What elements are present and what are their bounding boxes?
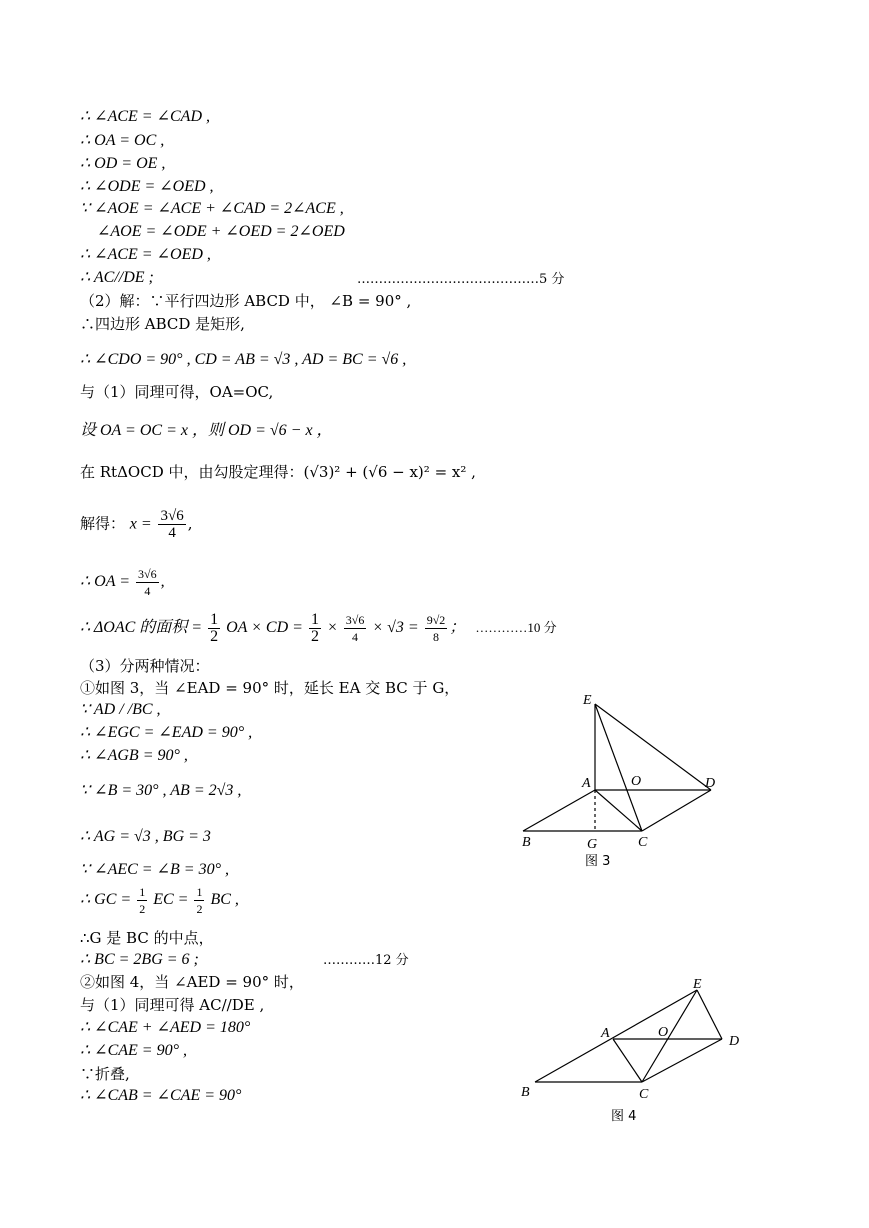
- proof-line-3: ∴ OD = OE ,: [80, 155, 166, 172]
- fig4-edge-cd: [642, 1039, 722, 1082]
- oa-times-cd: OA × CD =: [226, 619, 303, 637]
- proof-line-2: ∴ OA = OC ,: [80, 132, 165, 149]
- fig3-caption: 图 3: [585, 854, 611, 869]
- fig4-label-e: E: [693, 977, 702, 992]
- fig4-edge-ce: [642, 990, 697, 1082]
- case2-heading: ②如图 4，当 ∠AED = 90° 时，: [80, 973, 304, 991]
- oa-area-num: 3√6: [345, 613, 365, 627]
- x-numerator: 3√6: [160, 508, 184, 524]
- fig3-label-b: B: [522, 835, 531, 850]
- figure-3: [515, 690, 725, 875]
- fig3-label-e: E: [583, 693, 592, 708]
- fig3-label-o: O: [631, 774, 642, 789]
- case1-heading: ①如图 3，当 ∠EAD = 90° 时，延长 EA 交 BC 于 G，: [80, 679, 460, 697]
- gc-half-2: [194, 884, 204, 917]
- fig4-edge-ac: [613, 1039, 642, 1082]
- half-num: 1: [210, 611, 219, 628]
- part2-let: 设 OA = OC = x ，则 OD = √6 − x ，: [80, 422, 333, 439]
- case1-midpoint: ∴G 是 BC 的中点，: [80, 929, 214, 947]
- oa-value: ∴ OA = $\frac{3√6}{4}$ ,: [80, 567, 165, 598]
- figure-4: [515, 970, 755, 1130]
- bc-text: BC ,: [210, 891, 239, 909]
- proof-line-5: ∵ ∠AOE = ∠ACE + ∠CAD = 2∠ACE ,: [80, 200, 344, 217]
- proof-line-4: ∴ ∠ODE = ∠OED ,: [80, 178, 214, 195]
- case1-gc: [80, 884, 239, 917]
- case2-fold: ∵折叠,: [80, 1065, 130, 1083]
- part2-values: ∴ ∠CDO = 90° , CD = AB = √3 , AD = BC = √6 ,: [80, 351, 407, 368]
- score-5: ……………………………………5 分: [357, 272, 565, 287]
- fig3-label-c: C: [638, 835, 648, 850]
- fig3-edge-ba: [523, 790, 595, 831]
- proof-line-7: ∴ ∠ACE = ∠OED ,: [80, 246, 211, 263]
- case1-egc: ∴ ∠EGC = ∠EAD = 90° ,: [80, 724, 253, 741]
- gc-label: ∴ GC =: [80, 891, 132, 909]
- case2-same: 与（1）同理可得 AC//DE ,: [80, 996, 265, 1014]
- oa-numerator: 3√6: [138, 567, 157, 581]
- ec-eq: EC =: [153, 891, 189, 909]
- oa-area-den: 4: [352, 630, 359, 644]
- part2-solve: 解得： x = $\frac{3√6}{4}$ ,: [80, 508, 193, 541]
- gc-half-1: [137, 884, 147, 917]
- case2-cab: ∴ ∠CAB = ∠CAE = 90°: [80, 1087, 242, 1104]
- oa-frac-area: [344, 612, 367, 645]
- x-fraction: [158, 508, 185, 541]
- fig4-label-d: D: [729, 1034, 740, 1049]
- x-eq: x =: [129, 515, 152, 533]
- half-den-2: 2: [310, 628, 319, 645]
- gc-half-2-den: 2: [196, 902, 203, 916]
- area-result: [425, 612, 448, 645]
- case1-b30: ∵ ∠B = 30° , AB = 2√3 ,: [80, 782, 242, 799]
- part2-rectangle: ∴四边形 ABCD 是矩形,: [80, 315, 245, 333]
- fig4-edge-be: [535, 990, 697, 1082]
- case1-bc: ∴ BC = 2BG = 6 ;: [80, 951, 199, 968]
- area-num: 9√2: [426, 613, 446, 627]
- case2-cae: ∴ ∠CAE = 90° ,: [80, 1042, 187, 1059]
- case2-sum: ∴ ∠CAE + ∠AED = 180°: [80, 1019, 251, 1036]
- proof-line-1: ∴ ∠ACE = ∠CAD ,: [80, 108, 211, 125]
- solve-label: 解得：: [80, 514, 126, 533]
- oa-label: ∴ OA =: [80, 573, 131, 591]
- gc-half-1-num: 1: [139, 885, 146, 899]
- fig3-label-d: D: [705, 776, 716, 791]
- x-denominator: 4: [168, 525, 176, 541]
- fig3-edge-ed: [595, 704, 711, 790]
- score-12: …………12 分: [323, 953, 409, 968]
- half-fraction-2: [309, 612, 321, 645]
- fig4-edge-ed: [697, 990, 722, 1039]
- half-den: 2: [210, 628, 219, 645]
- fig4-label-b: B: [521, 1085, 530, 1100]
- case1-ag: ∴ AG = √3 , BG = 3: [80, 828, 211, 845]
- fig4-label-a: A: [601, 1026, 610, 1041]
- gc-half-2-num: 1: [196, 885, 203, 899]
- fig4-label-o: O: [658, 1025, 669, 1040]
- score-10: …………10 分: [475, 620, 557, 636]
- case1-aec: ∵ ∠AEC = ∠B = 30° ,: [80, 861, 229, 878]
- fig3-edge-cd: [642, 790, 711, 831]
- half-fraction: [208, 612, 220, 645]
- times-sign: ×: [326, 619, 338, 637]
- gc-half-1-den: 2: [139, 902, 146, 916]
- part3-heading: （3）分两种情况：: [80, 657, 210, 675]
- fig3-label-a: A: [582, 776, 591, 791]
- fig4-caption: 图 4: [611, 1109, 637, 1124]
- oa-denominator: 4: [144, 584, 151, 598]
- case1-agb: ∴ ∠AGB = 90° ,: [80, 747, 188, 764]
- area-label: ∴ ΔOAC 的面积 =: [80, 619, 203, 637]
- area-line: ∴ ΔOAC 的面积 = $\frac{1}{2}$ OA × CD = $\frac{1}{2}$ × $\frac{3√6}{4}$ × √3 = $\frac{9√2}{8}$ ； …………10 分: [80, 611, 557, 645]
- times-sqrt3: × √3 =: [372, 619, 419, 637]
- oa-fraction: [136, 566, 159, 599]
- area-den: 8: [433, 630, 440, 644]
- fig3-edge-ec: [595, 704, 642, 831]
- part2-same: 与（1）同理可得，OA=OC,: [80, 383, 274, 401]
- part2-pythagoras: 在 RtΔOCD 中，由勾股定理得：(√3)² + (√6 − x)² = x² ,: [80, 463, 476, 481]
- part2-heading: （2）解：∵平行四边形 ABCD 中， ∠B = 90° ,: [80, 292, 412, 310]
- proof-line-8: ∴ AC//DE ;: [80, 269, 154, 286]
- fig4-label-c: C: [639, 1087, 649, 1102]
- fig3-label-g: G: [587, 837, 598, 852]
- half-num-2: 1: [310, 611, 319, 628]
- case1-parallel: ∵ AD / /BC ,: [80, 701, 161, 718]
- proof-line-6: ∠AOE = ∠ODE + ∠OED = 2∠OED: [97, 223, 345, 240]
